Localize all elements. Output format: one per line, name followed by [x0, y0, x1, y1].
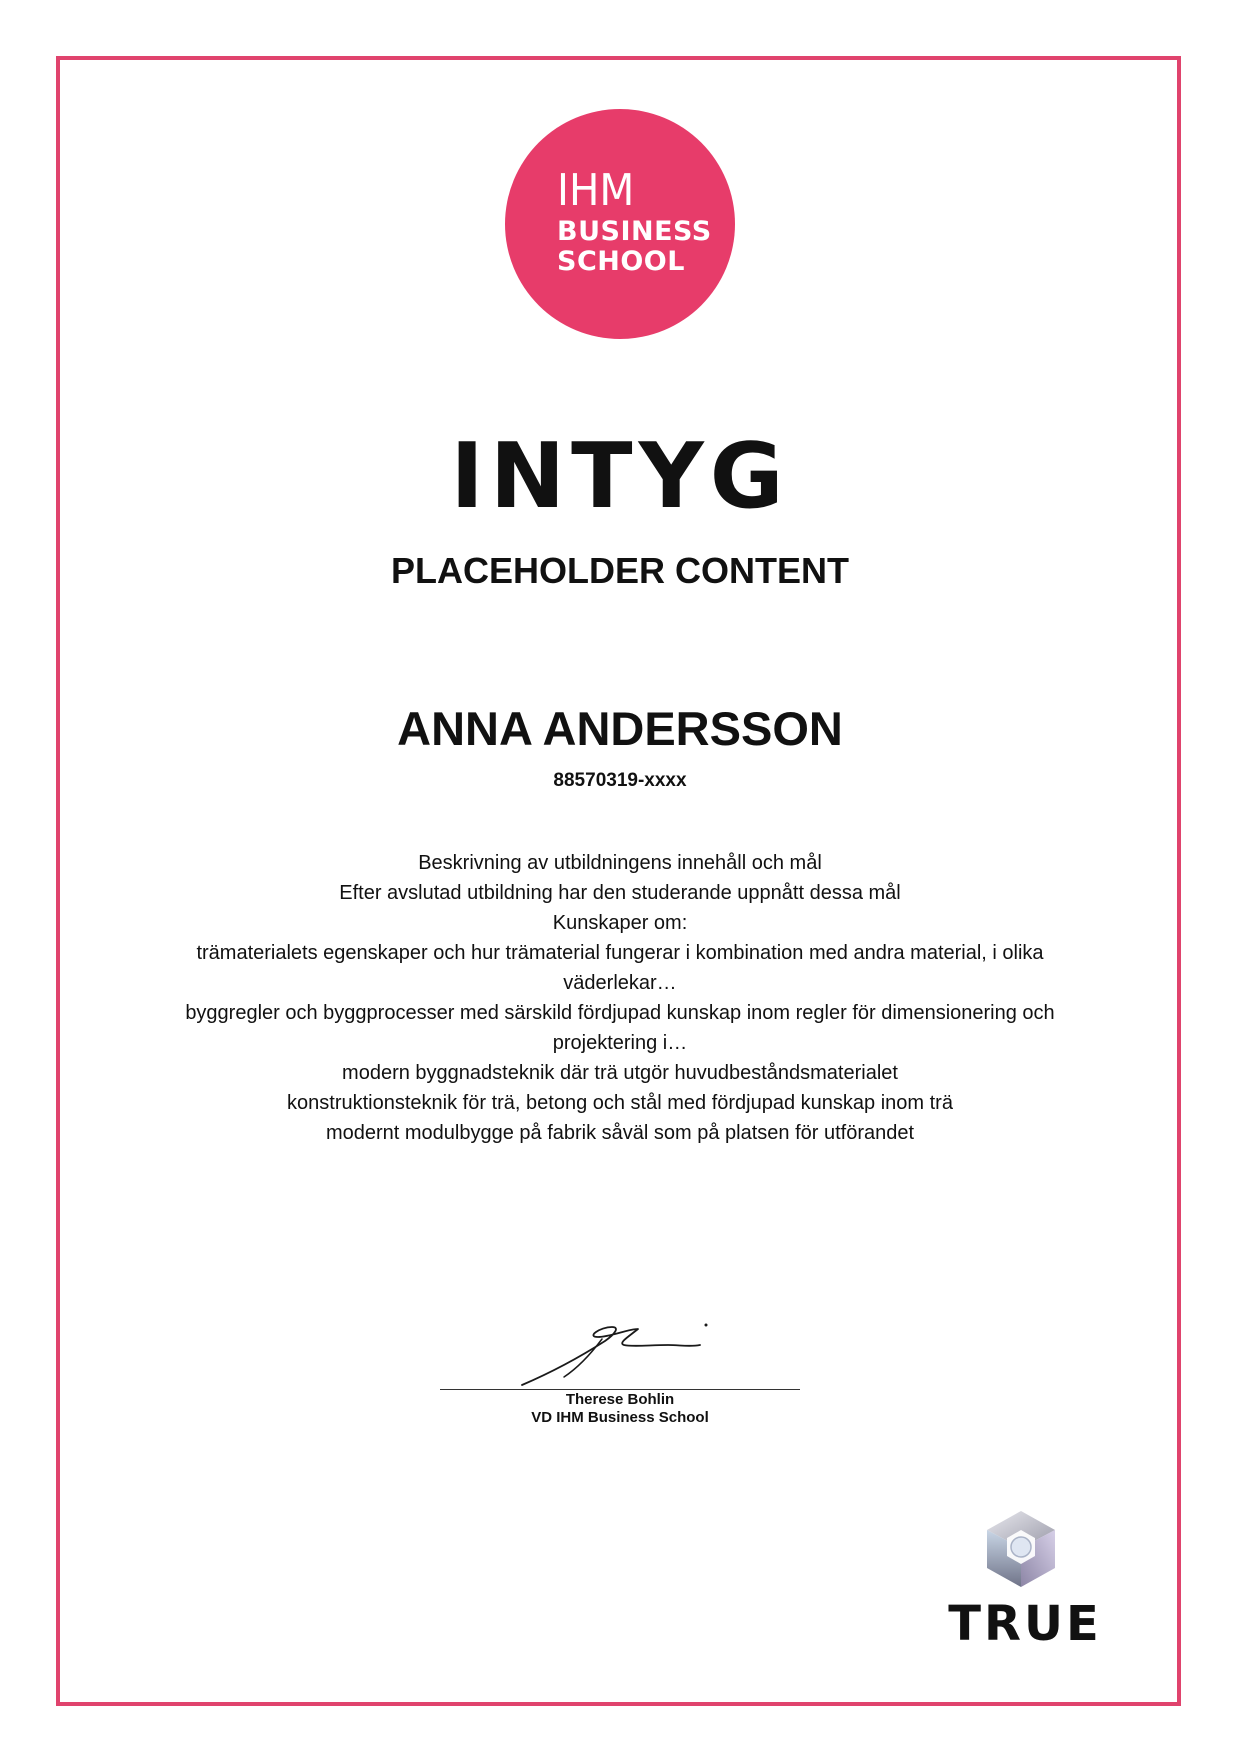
hexagon-cube-icon — [980, 1508, 1062, 1590]
course-description — [160, 848, 1080, 1148]
description-line: Beskrivning av utbildningens innehåll och mål — [418, 852, 822, 874]
logo-line-business: BUSINESS — [557, 216, 712, 247]
logo-wordmark — [557, 165, 712, 277]
recipient-name: ANNA ANDERSSON — [397, 702, 843, 755]
description-line: modernt modulbygge på fabrik såväl som på platsen för utförandet — [325, 1122, 915, 1144]
certificate-subtitle: PLACEHOLDER CONTENT — [391, 550, 849, 591]
description-line: modern byggnadsteknik där trä utgör huvudbeståndsmaterialet — [342, 1062, 898, 1084]
true-logo-wordmark: TRUE — [948, 1596, 1102, 1652]
logo-line-ihm: IHM — [557, 165, 635, 216]
signature-line — [440, 1389, 800, 1390]
signatory-name: Therese Bohlin — [565, 1391, 675, 1408]
logo-line-school: SCHOOL — [557, 246, 685, 277]
description-line: trämaterialets egenskaper och hur trämaterial fungerar i kombination med andra material, i olika väderlekar… — [196, 942, 1044, 994]
description-line: Efter avslutad utbildning har den studerande uppnått dessa mål — [339, 882, 901, 904]
signatory-title: VD IHM Business School — [531, 1409, 709, 1426]
certificate-title: INTYG — [450, 424, 790, 529]
description-line: Kunskaper om: — [552, 912, 688, 934]
description-line: byggregler och byggprocesser med särskild fördjupad kunskap inom regler för dimensionering och projektering i… — [185, 1002, 1055, 1054]
description-line: konstruktionsteknik för trä, betong och stål med fördjupad kunskap inom trä — [287, 1092, 953, 1114]
handwritten-signature — [520, 1315, 720, 1390]
ihm-business-school-logo — [505, 109, 735, 339]
recipient-id: 88570319-xxxx — [553, 770, 687, 791]
